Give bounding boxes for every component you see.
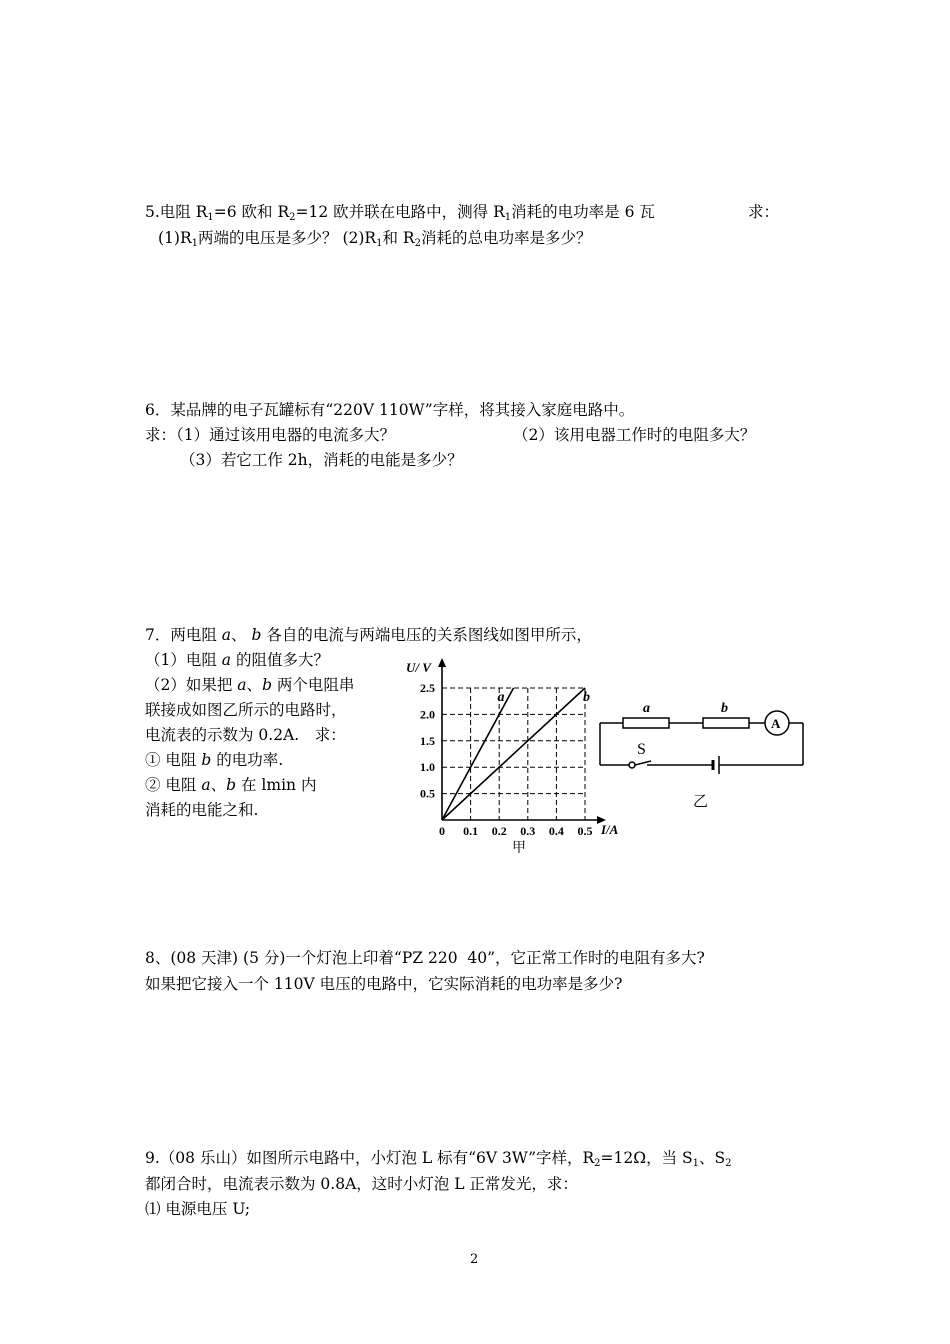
q7-p3: 联接成如图乙所示的电路时， bbox=[145, 701, 347, 719]
q8-line1: 8、(08 天津) (5 分)一个灯泡上印着“PZ 220 40”，它正常工作时的电阻有多大? bbox=[145, 949, 705, 967]
chart-series bbox=[442, 688, 590, 820]
q7-p6: ② 电阻 a、b 在 lmin 内 bbox=[145, 776, 317, 794]
q6-line3: （3）若它工作 2h，消耗的电能是多少？ bbox=[180, 451, 463, 469]
x-tick-label: 0.2 bbox=[491, 824, 507, 838]
q7-p7: 消耗的电能之和. bbox=[145, 801, 259, 819]
series-label-a: a bbox=[497, 690, 505, 705]
q7-p5: ① 电阻 b 的电功率. bbox=[145, 751, 284, 769]
q9-line2: 都闭合时，电流表示数为 0.8A，这时小灯泡 L 正常发光，求： bbox=[145, 1175, 578, 1193]
resistor-b bbox=[703, 718, 749, 728]
y-axis-arrow bbox=[438, 658, 446, 667]
resistor-a bbox=[623, 718, 669, 728]
y-tick-label: 0.5 bbox=[420, 786, 435, 801]
resistor-b-label: b bbox=[721, 701, 728, 716]
q6-line2a: 求：（1）通过该用电器的电流多大？ bbox=[145, 426, 396, 444]
resistor-a-label: a bbox=[643, 701, 650, 716]
x-tick-label: 0.5 bbox=[577, 824, 593, 838]
circuit-caption: 乙 bbox=[693, 794, 709, 810]
q9-line3: ⑴ 电源电压 U; bbox=[145, 1200, 251, 1218]
y-tick-label: 2.0 bbox=[420, 707, 435, 722]
q5-ask: 求： bbox=[748, 203, 780, 221]
switch-label: S bbox=[637, 741, 646, 758]
series-label-b: b bbox=[583, 690, 590, 705]
x-tick-label: 0.3 bbox=[520, 824, 536, 838]
q6-line1: 6．某品牌的电子瓦罐标有“220V 110W”字样，将其接入家庭电路中。 bbox=[145, 401, 635, 419]
chart-caption: 甲 bbox=[512, 841, 526, 856]
circuit-diagram bbox=[595, 690, 810, 815]
q5-line2: $(1)R_1$两端的电压是多少？ $(2)R_1$和 $R_2$消耗的总电功率是多少？ bbox=[158, 229, 592, 249]
q7-p2: （2）如果把 a、b 两个电阻串 bbox=[145, 676, 355, 694]
page-number: 2 bbox=[470, 1252, 479, 1267]
y-tick-label: 1.5 bbox=[420, 733, 435, 748]
q5-line1: 5.电阻 $R_1=6$ 欧和 $R_2=12$ 欧并联在电路中，测得 $R_1$消耗的电功率是 6 瓦 bbox=[145, 203, 655, 223]
x-tick-label: 0.4 bbox=[548, 824, 564, 838]
y-axis-label: U/ V bbox=[406, 660, 431, 675]
y-tick-label: 1.0 bbox=[420, 760, 435, 775]
q8-line2: 如果把它接入一个 110V 电压的电路中，它实际消耗的电功率是多少? bbox=[145, 975, 623, 993]
series-line-b bbox=[442, 688, 585, 820]
q7-p4: 电流表的示数为 0.2A. 求： bbox=[145, 726, 346, 744]
q7-p1: （1）电阻 a 的阻值多大？ bbox=[145, 651, 329, 669]
q6-line2b: （2）该用电器工作时的电阻多大？ bbox=[513, 426, 756, 444]
q7-line1: 7．两电阻 a、 b 各自的电流与两端电压的关系图线如图甲所示， bbox=[145, 626, 592, 644]
ammeter-label: A bbox=[771, 716, 781, 731]
series-line-a bbox=[442, 688, 514, 820]
switch-pivot bbox=[629, 762, 635, 768]
x-tick-label: 0 bbox=[439, 824, 445, 838]
x-axis-label: I/A bbox=[601, 822, 619, 837]
q9-line1: 9.（08 乐山）如图所示电路中，小灯泡 L 标有“6V 3W”字样，$R_2=12\Omega$，当 $S_1$、$S_2$ bbox=[145, 1149, 732, 1169]
x-tick-label: 0.1 bbox=[463, 824, 479, 838]
y-tick-label: 2.5 bbox=[420, 681, 435, 695]
